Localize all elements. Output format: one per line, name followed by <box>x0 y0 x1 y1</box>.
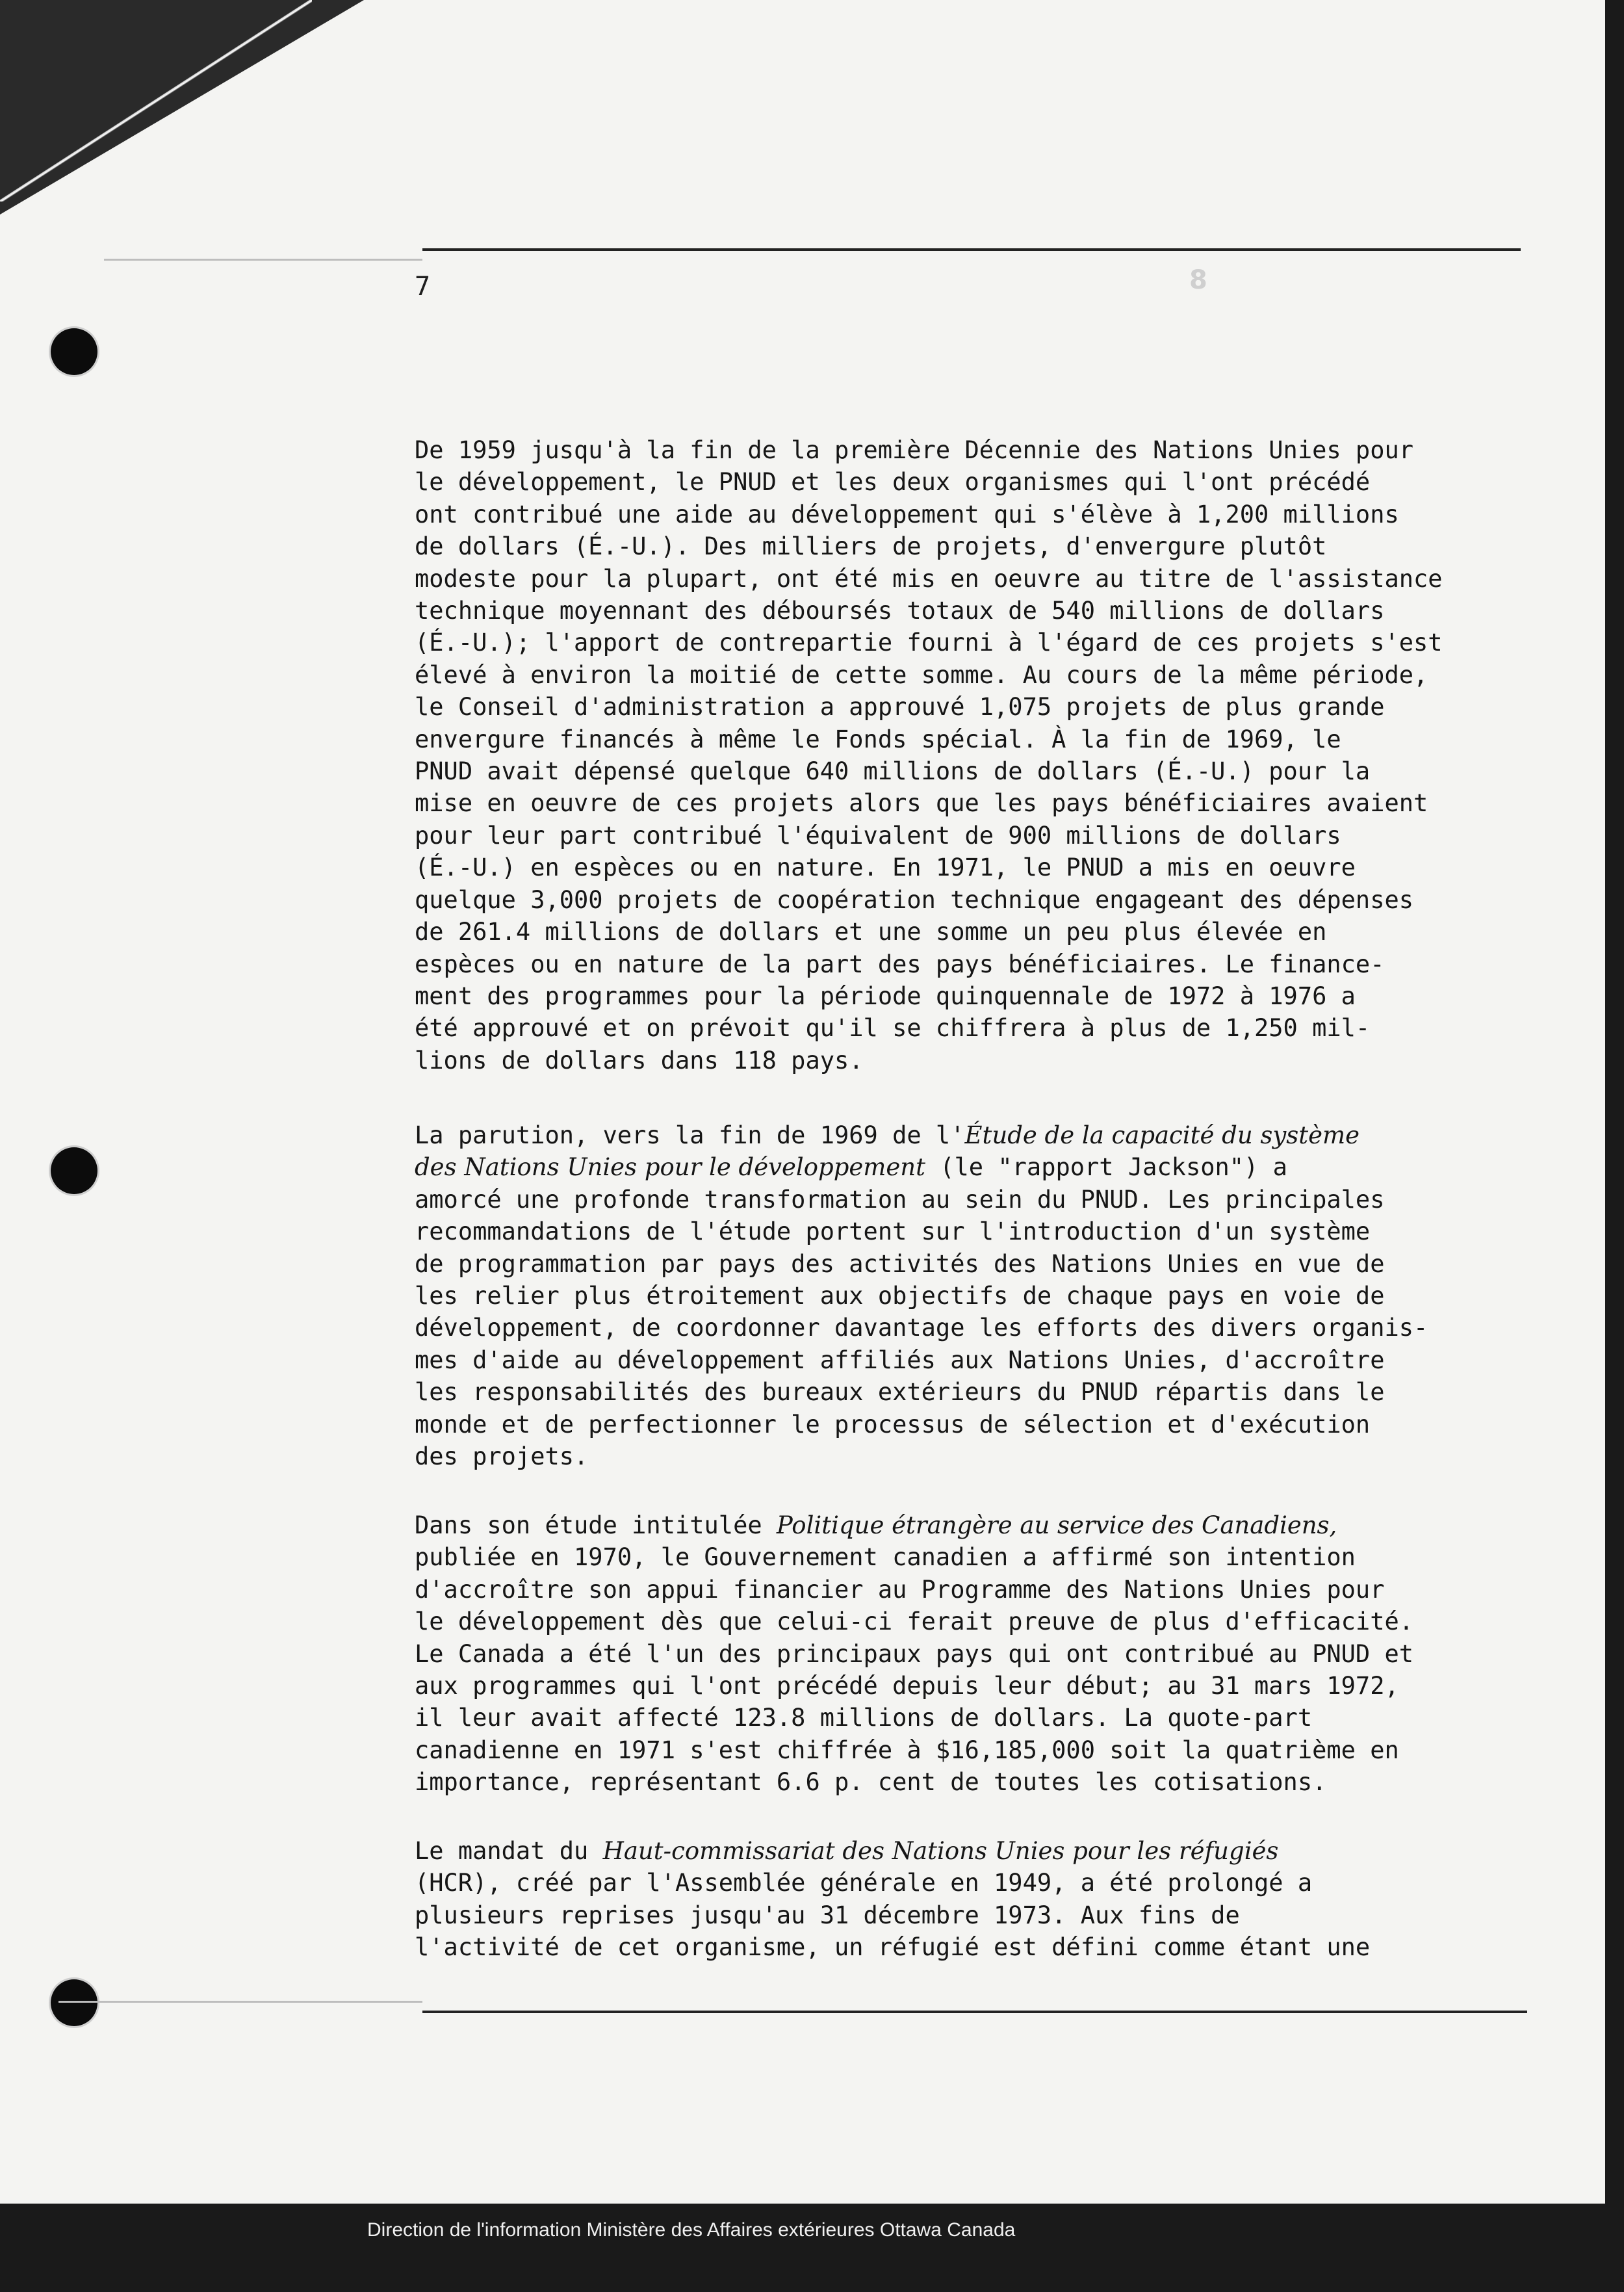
top-rule <box>422 248 1521 251</box>
text-line: quelque 3,000 projets de coopération technique engageant des dépenses <box>415 885 1414 914</box>
text-line: l'activité de cet organisme, un réfugié est défini comme étant une <box>415 1933 1371 1962</box>
text-line: mise en oeuvre de ces projets alors que les pays bénéficiaires avaient <box>415 789 1428 818</box>
text-line: le développement, le PNUD et les deux organismes qui l'ont précédé <box>415 468 1371 497</box>
text-line: De 1959 jusqu'à la fin de la première Décennie des Nations Unies pour <box>415 436 1414 464</box>
text-line: (HCR), créé par l'Assemblée générale en 1949, a été prolongé a <box>415 1869 1313 1897</box>
text-line: de 261.4 millions de dollars et une somme un peu plus élevée en <box>415 918 1327 946</box>
text-line: de dollars (É.-U.). Des milliers de projets, d'envergure plutôt <box>415 532 1327 561</box>
text-line <box>415 1509 1571 1541</box>
text-line: canadienne en 1971 s'est chiffrée à $16,185,000 soit la quatrième en <box>415 1736 1399 1764</box>
bleed-through-page-number: 8 <box>1189 265 1207 295</box>
text-line <box>415 1835 1571 1867</box>
study-title: Étude de la capacité du système <box>964 1121 1360 1149</box>
binder-hole <box>51 1979 97 2026</box>
bleed-through-rule <box>58 2001 422 2003</box>
study-title: Politique étrangère au service des Canadiens, <box>776 1511 1337 1539</box>
text-line: d'accroître son appui financier au Programme des Nations Unies pour <box>415 1575 1385 1604</box>
text-line <box>415 1151 1571 1183</box>
binder-hole <box>51 1147 97 1194</box>
text-line: (É.-U.); l'apport de contrepartie fourni à l'égard de ces projets s'est <box>415 629 1443 657</box>
text-line: plusieurs reprises jusqu'au 31 décembre 1973. Aux fins de <box>415 1901 1240 1929</box>
text-line: (É.-U.) en espèces ou en nature. En 1971, le PNUD a mis en oeuvre <box>415 853 1356 882</box>
page-number: 7 <box>415 272 431 302</box>
text-line: mes d'aide au développement affiliés aux Nations Unies, d'accroître <box>415 1346 1385 1374</box>
text-run: Le mandat du <box>415 1837 603 1865</box>
text-run: Dans son étude intitulée <box>415 1511 777 1539</box>
text-line: lions de dollars dans 118 pays. <box>415 1046 864 1074</box>
bottom-rule <box>422 2011 1527 2013</box>
text-line: de programmation par pays des activités des Nations Unies en vue de <box>415 1249 1385 1278</box>
text-line: élevé à environ la moitié de cette somme. Au cours de la même période, <box>415 660 1428 689</box>
text-line: les relier plus étroitement aux objectifs de chaque pays en voie de <box>415 1282 1385 1310</box>
text-line: envergure financés à même le Fonds spécial. À la fin de 1969, le <box>415 725 1341 753</box>
text-line: Le Canada a été l'un des principaux pays qui ont contribué au PNUD et <box>415 1639 1414 1668</box>
paragraph-canadian-policy <box>415 1509 1571 1799</box>
bleed-through-rule <box>104 259 422 261</box>
text-line: développement, de coordonner davantage les efforts des divers organis- <box>415 1314 1428 1342</box>
text-run: (le "rapport Jackson") a <box>925 1153 1287 1182</box>
text-line: le développement dès que celui-ci ferait preuve de plus d'efficacité. <box>415 1608 1414 1636</box>
text-line: pour leur part contribué l'équivalent de 900 millions de dollars <box>415 821 1341 850</box>
text-line: espèces ou en nature de la part des pays bénéficiaires. Le finance- <box>415 950 1385 978</box>
folded-corner <box>0 0 312 202</box>
text-run: La parution, vers la fin de 1969 de l' <box>415 1121 965 1149</box>
text-line: amorcé une profonde transformation au sein du PNUD. Les principales <box>415 1185 1385 1214</box>
text-line: le Conseil d'administration a approuvé 1,075 projets de plus grande <box>415 693 1385 722</box>
paragraph-hcr-mandate <box>415 1835 1571 1964</box>
text-line: ont contribué une aide au développement qui s'élève à 1,200 millions <box>415 500 1399 528</box>
text-line: publiée en 1970, le Gouvernement canadien a affirmé son intention <box>415 1543 1356 1572</box>
text-line: technique moyennant des déboursés totaux de 540 millions de dollars <box>415 597 1385 625</box>
text-line: ment des programmes pour la période quinquennale de 1972 à 1976 a <box>415 982 1356 1010</box>
binder-hole <box>51 328 97 375</box>
text-line: importance, représentant 6.6 p. cent de toutes les cotisations. <box>415 1768 1327 1797</box>
footer-publisher: Direction de l'information Ministère des Affaires extérieures Ottawa Canada <box>367 2219 1016 2241</box>
text-line: il leur avait affecté 123.8 millions de dollars. La quote-part <box>415 1704 1313 1732</box>
text-line: les responsabilités des bureaux extérieurs du PNUD répartis dans le <box>415 1378 1385 1407</box>
study-title: des Nations Unies pour le développement <box>415 1153 925 1182</box>
text-line: PNUD avait dépensé quelque 640 millions de dollars (É.-U.) pour la <box>415 757 1371 786</box>
text-line: monde et de perfectionner le processus de sélection et d'exécution <box>415 1410 1371 1439</box>
text-line <box>415 1119 1571 1151</box>
text-line: été approuvé et on prévoit qu'il se chiffrera à plus de 1,250 mil- <box>415 1014 1371 1043</box>
text-line: aux programmes qui l'ont précédé depuis leur début; au 31 mars 1972, <box>415 1672 1399 1700</box>
paragraph-jackson-report <box>415 1119 1571 1472</box>
text-line: modeste pour la plupart, ont été mis en oeuvre au titre de l'assistance <box>415 564 1443 593</box>
paragraph-undp-history <box>415 434 1571 1076</box>
text-line: recommandations de l'étude portent sur l'introduction d'un système <box>415 1218 1371 1246</box>
organization-name: Haut-commissariat des Nations Unies pour les réfugiés <box>602 1837 1279 1865</box>
text-line: des projets. <box>415 1442 589 1471</box>
